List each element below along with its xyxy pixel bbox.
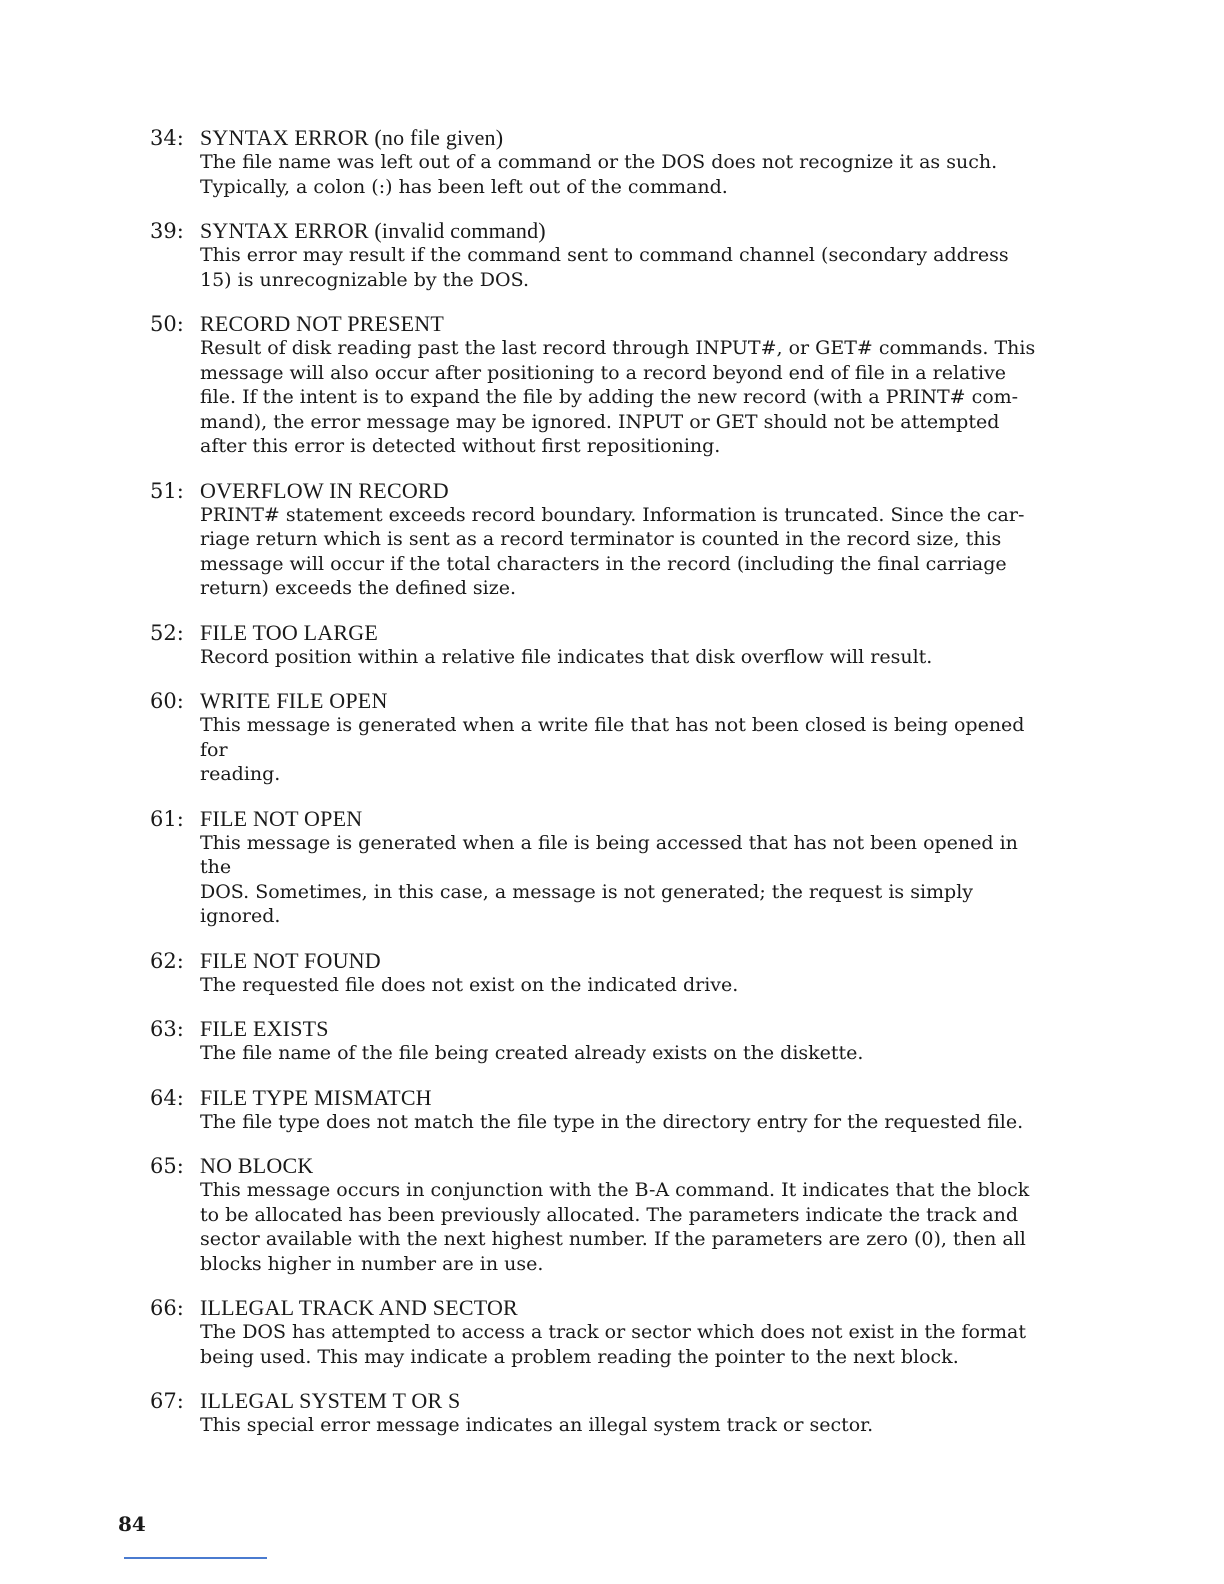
error-entry-62 <box>150 949 1050 998</box>
error-entry-66 <box>150 1296 1050 1369</box>
error-code: 50: <box>150 312 184 336</box>
error-entry-34 <box>150 126 1050 199</box>
error-code: 39: <box>150 219 184 243</box>
error-entry-52 <box>150 621 1050 670</box>
error-description: This message is generated when a write file that has not been closed is being opened for reading. <box>200 714 1025 785</box>
error-entry-60 <box>150 689 1050 787</box>
error-title: FILE TYPE MISMATCH <box>200 1084 432 1110</box>
footer-rule <box>124 1557 267 1559</box>
error-code: 60: <box>150 689 184 713</box>
error-code: 62: <box>150 948 184 973</box>
error-code: 61: <box>150 806 184 831</box>
error-title: WRITE FILE OPEN <box>200 688 388 713</box>
error-description: This error may result if the command sent to command channel (secondary address 15) is unrecognizable by the DOS. <box>200 244 1009 291</box>
error-entry-50 <box>150 312 1050 459</box>
error-code: 51: <box>150 478 184 503</box>
error-code: 52: <box>150 620 184 645</box>
error-description: This message is generated when a file is being accessed that has not been opened in the DOS. Sometimes, in this case, a message is not generated; the request is simply ignored. <box>200 831 1018 927</box>
error-code: 34: <box>150 126 184 150</box>
error-description: The file name of the file being created already exists on the diskette. <box>200 1042 864 1064</box>
error-code: 65: <box>150 1154 184 1178</box>
error-entry-67 <box>150 1389 1050 1438</box>
error-title: OVERFLOW IN RECORD <box>200 477 449 503</box>
error-entry-65 <box>150 1154 1050 1276</box>
error-code: 63: <box>150 1017 184 1041</box>
error-description: Result of disk reading past the last record through INPUT#, or GET# commands. This message will also occur after positioning to a record beyond end of file in a relative file. If the intent is to expand the file by adding the new record (with a PRINT# com- mand), the error message may be ignored. INPUT or GET should not be attempted after this error is detected without first repositioning. <box>200 337 1036 457</box>
error-title: FILE EXISTS <box>200 1016 329 1041</box>
error-entry-39 <box>150 219 1050 292</box>
error-description: The requested file does not exist on the indicated drive. <box>200 973 739 996</box>
error-title: RECORD NOT PRESENT <box>200 311 444 336</box>
error-title: FILE TOO LARGE <box>200 619 378 645</box>
error-description: This special error message indicates an illegal system track or sector. <box>200 1414 874 1436</box>
error-code: 67: <box>150 1389 184 1413</box>
error-message-list <box>150 126 1050 1458</box>
error-code: 64: <box>150 1085 184 1110</box>
error-title: ILLEGAL SYSTEM T OR S <box>200 1388 461 1413</box>
error-title: ILLEGAL TRACK AND SECTOR <box>200 1295 518 1320</box>
error-description: PRINT# statement exceeds record boundary. Information is truncated. Since the car- riage return which is sent as a record terminator is counted in the record size, this message will occur if the total characters in the record (including the final carriage return) exceeds the defined size. <box>200 503 1025 599</box>
page-number: 84 <box>118 1512 146 1536</box>
error-title: SYNTAX ERROR (no file given) <box>200 125 504 150</box>
error-entry-63 <box>150 1017 1050 1066</box>
error-entry-61 <box>150 807 1050 929</box>
error-entry-51 <box>150 479 1050 601</box>
error-title: FILE NOT OPEN <box>200 805 363 831</box>
error-entry-64 <box>150 1086 1050 1135</box>
error-title: SYNTAX ERROR (invalid command) <box>200 218 546 243</box>
error-description: This message occurs in conjunction with the B-A command. It indicates that the block to be allocated has been previously allocated. The parameters indicate the track and sector available with the next highest number. If the parameters are zero (0), then all blocks higher in number are in use. <box>200 1179 1030 1275</box>
error-description: Record position within a relative file indicates that disk overflow will result. <box>200 645 933 668</box>
error-description: The file name was left out of a command or the DOS does not recognize it as such. Typically, a colon (:) has been left out of the command. <box>200 151 998 198</box>
error-description: The file type does not match the file type in the directory entry for the requested file. <box>200 1110 1024 1133</box>
error-title: NO BLOCK <box>200 1153 314 1178</box>
error-code: 66: <box>150 1296 184 1320</box>
error-description: The DOS has attempted to access a track or sector which does not exist in the format being used. This may indicate a problem reading the pointer to the next block. <box>200 1321 1027 1368</box>
error-title: FILE NOT FOUND <box>200 947 381 973</box>
